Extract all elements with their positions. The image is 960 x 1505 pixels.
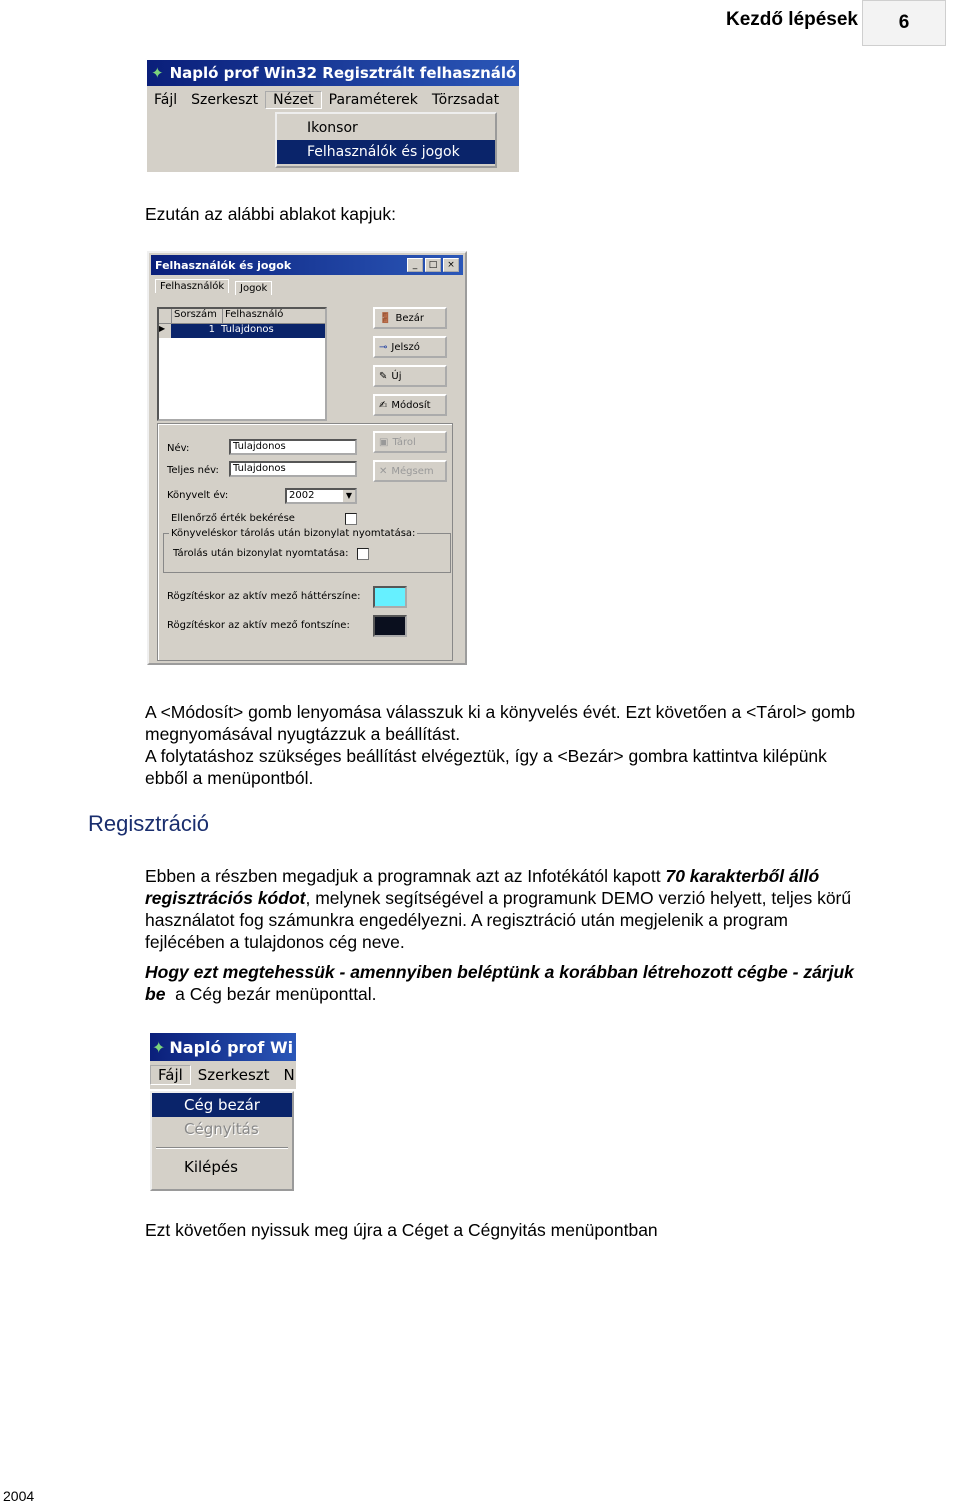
menu-screenshot-2 [150,1033,296,1191]
menu-file[interactable]: Fájl [154,92,178,108]
maximize-icon[interactable]: □ [425,258,441,272]
header-title: Kezdő lépések [726,9,858,30]
users-grid [157,307,327,421]
menu-separator [156,1147,288,1149]
print-after-store-label: Tárolás után bizonylat nyomtatása: [173,548,349,559]
row-number: 1 [208,324,215,335]
paragraph-registration: Ebben a részben megadjuk a programnak azt az Infotékától kapott 70 karakterből álló regisztrációs kódot, melynek segítségével a programunk DEMO verzió helyett, teljes körű használatot fog számunkra engedélyezni. A regisztráció után megjelenik a program fejlécében a tulajdonos cég neve. [145,866,852,952]
menu-edit[interactable]: Szerkeszt [191,92,259,108]
footer-year: 2004 [3,1488,35,1504]
cancel-icon: ✕ [379,465,388,477]
new-button[interactable]: ✎ Új [373,365,447,387]
users-rights-dialog [147,251,467,665]
modify-button[interactable]: ✍ Módosít [373,394,447,416]
menu-bar [147,86,519,114]
check-value-label: Ellenőrző érték bekérése [171,513,295,524]
menu-item-toolbar[interactable]: Ikonsor [307,120,358,136]
chevron-down-icon[interactable]: ▼ [343,490,355,502]
view-dropdown [275,112,497,168]
window-controls [405,258,459,272]
menu-item-users-rights[interactable]: Felhasználók és jogok [277,140,495,164]
table-row[interactable] [159,324,325,338]
tab-rights[interactable]: Jogok [235,281,272,295]
floppy-icon: ▣ [379,436,389,448]
menu-view[interactable]: Nézet [265,91,322,109]
menu-screenshot-1 [147,60,519,172]
dialog-title: Felhasználók és jogok [155,258,292,272]
menu-item-close-company[interactable]: Cég bezár [152,1093,292,1117]
col-user: Felhasználó [225,309,284,320]
bg-color-swatch[interactable] [373,586,407,608]
menu-view-partial[interactable]: N [283,1066,295,1084]
tab-users[interactable]: Felhasználók [155,279,229,293]
app-titlebar [147,60,519,86]
app-title: Napló prof Win32 Regisztrált felhasználó [169,64,517,82]
menu-bar-2 [150,1061,296,1089]
store-button[interactable]: ▣ Tárol [373,431,447,453]
app-logo-icon: ✦ [152,1037,166,1057]
col-number: Sorszám [172,309,223,323]
minimize-icon[interactable]: _ [407,258,423,272]
fullname-field[interactable]: Tulajdonos [229,461,357,477]
app-logo-icon: ✦ [151,64,164,82]
close-button[interactable]: 🚪 Bezár [373,307,447,329]
app-titlebar-2: ✦ Napló prof Wi [150,1033,296,1061]
print-group-label: Könyveléskor tárolás után bizonylat nyomtatása: [171,528,416,539]
paragraph-reopen: Ezt követően nyissuk meg újra a Céget a Cégnyitás menüpontban [145,1220,658,1240]
password-button[interactable]: ⊸ Jelszó [373,336,447,358]
fullname-label: Teljes név: [167,465,219,476]
close-icon[interactable]: × [443,258,459,272]
bg-color-label: Rögzítéskor az aktív mező háttérszíne: [167,591,361,602]
page-number: 6 [862,0,946,46]
key-icon: ⊸ [379,341,388,353]
font-color-label: Rögzítéskor az aktív mező fontszíne: [167,620,350,631]
cancel-button[interactable]: ✕ Mégsem [373,460,447,482]
name-field[interactable]: Tulajdonos [229,439,357,455]
menu-edit[interactable]: Szerkeszt [197,1066,270,1084]
paragraph-intro: Ezután az alábbi ablakot kapjuk: [145,204,396,224]
paragraph-modify: A <Módosít> gomb lenyomása válasszuk ki a könyvelés évét. Ezt követően a <Tárol> gomb megnyomásával nyugtázzuk a beállítást. A folytatáshoz szükséges beállítást elvégeztük, így a <Bezár> gombra kattintva kilépünk ebből a menüpontból. [145,702,856,788]
file-dropdown [150,1091,294,1191]
menu-item-open-company[interactable]: Cégnyitás [184,1120,259,1138]
print-after-store-checkbox[interactable] [357,548,369,560]
menu-file[interactable]: Fájl [150,1065,191,1085]
check-value-checkbox[interactable] [345,513,357,525]
pen-icon: ✎ [379,370,388,382]
row-user: Tulajdonos [221,324,274,335]
page-header [0,0,960,46]
row-pointer-icon: ▶ [159,324,171,338]
menu-params[interactable]: Paraméterek [328,92,418,108]
paragraph-close-company: Hogy ezt megtehessük - amennyiben beléptünk a korábban létrehozott cégbe - zárjuk be a Cég bezár menüponttal. [145,962,854,1004]
name-label: Név: [167,443,190,454]
section-heading: Regisztráció [88,811,210,836]
year-select[interactable]: 2002 ▼ [285,488,357,504]
grid-header [159,309,325,324]
edit-icon: ✍ [379,399,388,411]
menu-item-exit[interactable]: Kilépés [184,1158,238,1176]
year-label: Könyvelt év: [167,490,229,501]
menu-master-data[interactable]: Törzsadat [431,92,500,108]
door-icon: 🚪 [379,312,392,324]
font-color-swatch[interactable] [373,615,407,637]
